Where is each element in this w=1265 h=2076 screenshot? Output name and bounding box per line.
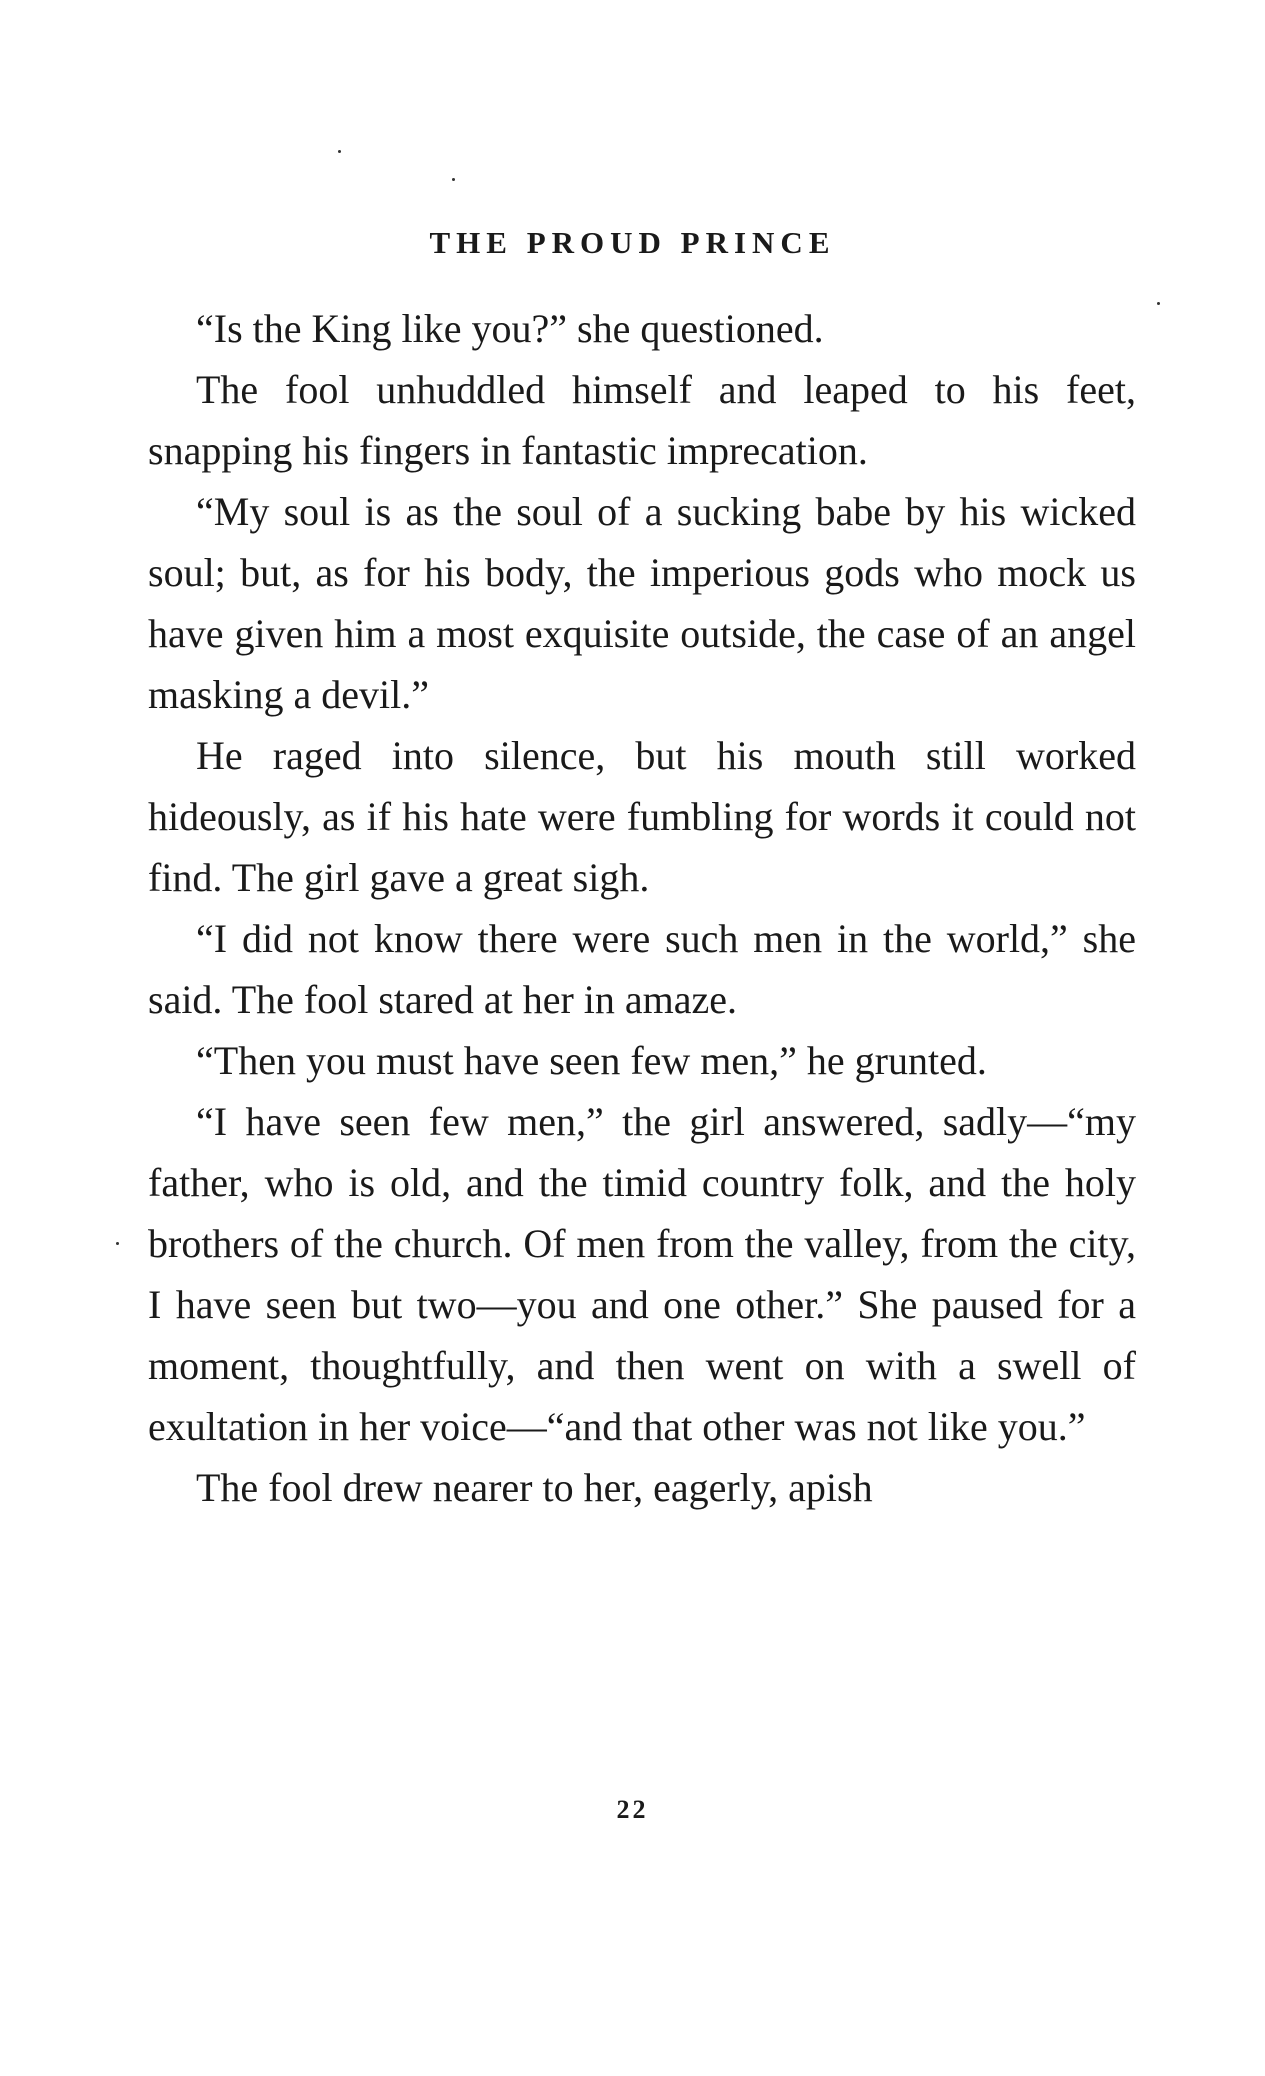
paragraph: He raged into silence, but his mouth still worked hideously, as if his hate were fumbling for words it could not find. The girl gave a great sigh.: [148, 733, 1136, 900]
paragraph: “I did not know there were such men in the world,” she said. The fool stared at her in amaze.: [148, 916, 1136, 1022]
print-speck: [338, 150, 341, 153]
paragraph: The fool unhuddled himself and leaped to his feet, snapping his fingers in fantastic imprecation.: [148, 367, 1136, 473]
paragraph: The fool drew nearer to her, eagerly, apish: [196, 1465, 873, 1510]
print-speck: [1157, 302, 1160, 305]
paragraph: “Is the King like you?” she questioned.: [196, 306, 824, 351]
print-speck: [116, 1242, 119, 1245]
body-text: [148, 298, 1136, 1518]
running-head: THE PROUD PRINCE: [429, 225, 836, 260]
paragraph: “Then you must have seen few men,” he grunted.: [196, 1038, 987, 1083]
page-number: 22: [616, 1795, 649, 1824]
paragraph: “I have seen few men,” the girl answered, sadly—“my father, who is old, and the timid country folk, and the holy brothers of the church. Of men from the valley, from the city, I have seen but two—you and one other.” She paused for a moment, thoughtfully, and then went on with a swell of exultation in her voice—“and that other was not like you.”: [148, 1099, 1136, 1449]
print-speck: [452, 178, 455, 181]
paragraph: “My soul is as the soul of a sucking babe by his wicked soul; but, as for his body, the imperious gods who mock us have given him a most exquisite outside, the case of an angel masking a devil.”: [148, 489, 1136, 717]
